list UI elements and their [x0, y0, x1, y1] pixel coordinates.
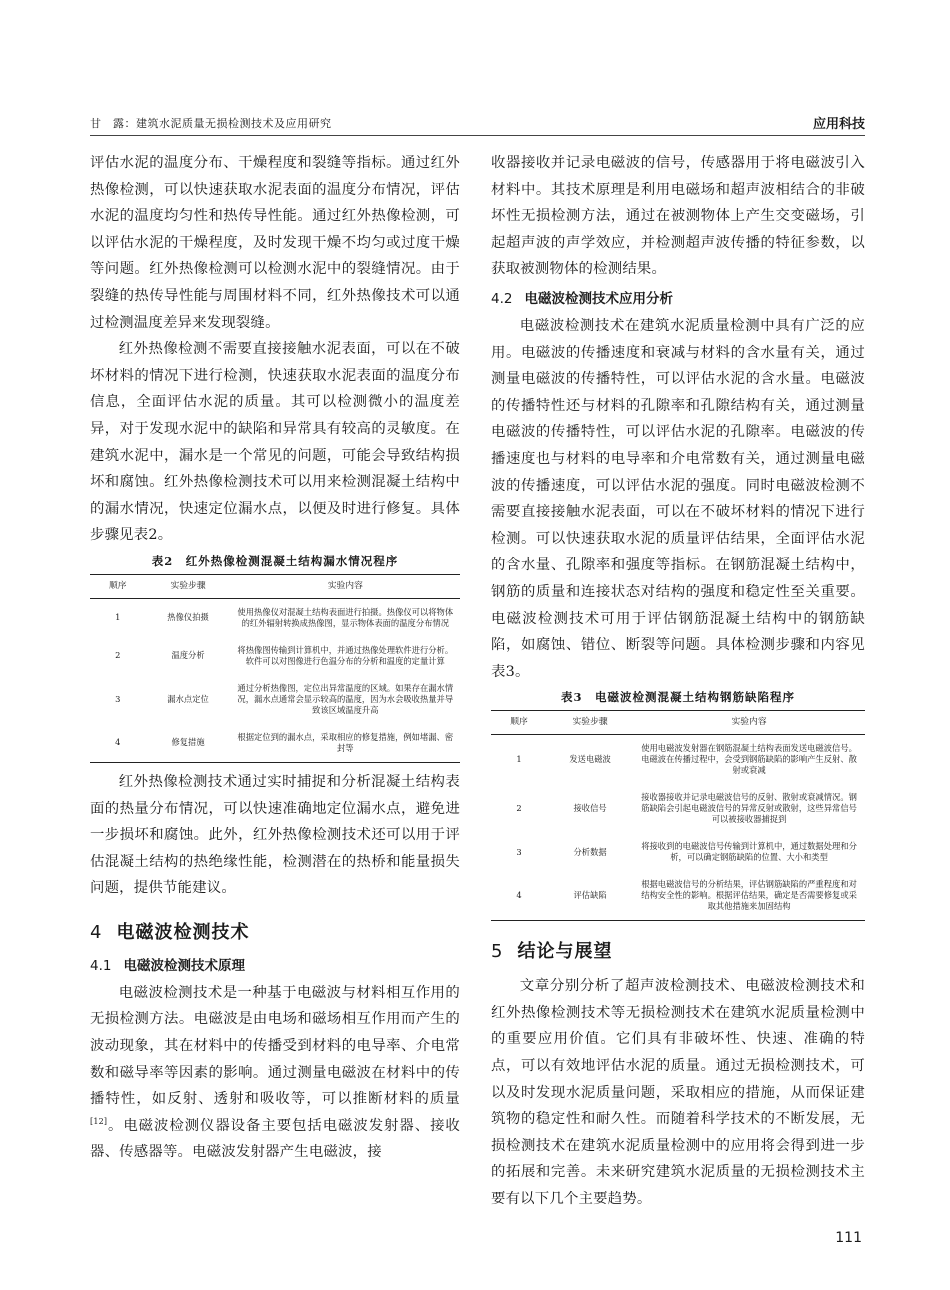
header-author-title: 甘 露：建筑水泥质量无损检测技术及应用研究	[90, 117, 332, 130]
table-cell: 接收器接收并记录电磁波信号的反射、散射或衰减情况。钢筋缺陷会引起电磁波信号的异常反射或散射，这些异常信号可以被接收器捕捉到	[641, 792, 857, 825]
column-header: 顺序	[90, 574, 146, 598]
section-number: 4	[90, 921, 103, 943]
table-cell: 4	[115, 737, 121, 748]
section-title: 电磁波检测技术	[116, 921, 250, 943]
table-cell: 温度分析	[171, 650, 205, 661]
right-column	[491, 150, 865, 1213]
section-heading-4	[90, 918, 460, 944]
table-cell: 分析数据	[573, 846, 607, 857]
data-table	[491, 710, 865, 921]
table-row	[90, 724, 460, 763]
table-cell: 2	[516, 803, 522, 814]
paragraph: 评估水泥的温度分布、干燥程度和裂缝等指标。通过红外热像检测，可以快速获取水泥表面的温度分布情况，评估水泥的温度均匀性和热传导性能。通过红外热像检测，可以评估水泥的干燥程度，及时发现干燥不均匀或过度干燥等问题。红外热像检测可以检测水泥中的裂缝情况。由于裂缝的热传导性能与周围材料不同，红外热像技术可以通过检测温度差异来发现裂缝。	[90, 155, 460, 331]
section-number: 5	[491, 941, 504, 963]
column-header: 顺序	[491, 711, 547, 735]
table-cell: 1	[516, 754, 522, 765]
paragraph: 红外热像检测技术通过实时捕捉和分析混凝土结构表面的热量分布情况，可以快速准确地定位漏水点，避免进一步损坏和腐蚀。此外，红外热像检测技术还可以用于评估混凝土结构的热绝缘性能，检测潜在的热桥和能量损失问题，提供节能建议。	[90, 773, 460, 897]
table-caption: 表2 红外热像检测混凝土结构漏水情况程序	[151, 553, 399, 568]
table-cell: 评估缺陷	[573, 890, 607, 901]
paragraph: 文章分别分析了超声波检测技术、电磁波检测技术和红外热像检测技术等无损检测技术在建筑水泥质量检测中的重要应用价值。它们具有非破坏性、快速、准确的特点，可以有效地评估水泥的质量。通过无损检测技术，可以及时发现水泥质量问题，采取相应的措施，从而保证建筑物的稳定性和耐久性。而随着科学技术的不断发展，无损检测技术在建筑水泥质量检测中的应用将会得到进一步的拓展和完善。未来研究建筑水泥质量的无损检测技术主要有以下几个主要趋势。	[491, 978, 865, 1208]
table-3	[491, 689, 865, 921]
subsection-heading-4-1	[90, 954, 460, 978]
table-row	[491, 833, 865, 871]
table-cell: 接收信号	[573, 803, 607, 814]
table-cell: 4	[516, 890, 522, 901]
section-title: 结论与展望	[517, 941, 613, 963]
running-header	[90, 113, 865, 136]
section-heading-5	[491, 937, 865, 963]
left-column	[90, 150, 460, 1166]
table-cell: 1	[115, 612, 121, 623]
table-row	[491, 784, 865, 833]
table-cell: 热像仪拍摄	[167, 612, 209, 623]
table-row	[90, 637, 460, 675]
table-row	[90, 598, 460, 637]
paragraph: 收器接收并记录电磁波的信号，传感器用于将电磁波引入材料中。其技术原理是利用电磁场和超声波相结合的非破坏性无损检测方法，通过在被测物体上产生交变磁场，引起超声波的声学效应，并检测超声波传播的特征参数，以获取被测物体的检测结果。	[491, 155, 865, 278]
page-number: 111	[835, 1230, 862, 1246]
table-row	[90, 675, 460, 724]
table-header-row	[491, 711, 865, 735]
column-header: 实验内容	[633, 711, 865, 735]
column-header: 实验步骤	[146, 574, 231, 598]
table-cell: 2	[115, 650, 121, 661]
citation: [12]	[90, 1117, 108, 1127]
table-cell: 3	[516, 846, 522, 857]
paragraph-text: 电磁波检测技术是一种基于电磁波与材料相互作用的无损检测方法。电磁波是由电场和磁场相互作用而产生的波动现象，其在材料中的传播受到材料的电导率、介电常数和磁导率等因素的影响。通过测量电磁波在材料中的传播特性，如反射、透射和吸收等，可以推断材料的质量	[90, 984, 460, 1108]
paragraph-text: 。电磁波检测仪器设备主要包括电磁波发射器、接收器、传感器等。电磁波发射器产生电磁波，接	[90, 1117, 460, 1161]
table-caption: 表3 电磁波检测混凝土结构钢筋缺陷程序	[561, 690, 795, 705]
table-row	[491, 735, 865, 785]
column-header: 实验步骤	[547, 711, 633, 735]
subsection-heading-4-2	[491, 287, 865, 311]
header-journal-name: 应用科技	[812, 117, 865, 132]
column-header: 实验内容	[231, 574, 460, 598]
paragraph	[90, 980, 460, 1166]
table-header-row	[90, 574, 460, 598]
table-cell: 漏水点定位	[167, 693, 209, 704]
table-cell: 根据电磁波信号的分析结果，评估钢筋缺陷的严重程度和对结构安全性的影响。根据评估结果，确定是否需要修复或采取其他措施来加固结构	[641, 879, 857, 912]
table-cell: 发送电磁波	[569, 754, 611, 765]
subsection-number: 4.1	[90, 957, 112, 974]
table-cell: 通过分析热像图，定位出异常温度的区域。如果存在漏水情况，漏水点通常会显示较高的温度，因为水会吸收热量并导致该区域温度升高	[237, 682, 454, 715]
paragraph: 电磁波检测技术在建筑水泥质量检测中具有广泛的应用。电磁波的传播速度和衰减与材料的含水量有关，通过测量电磁波的传播特性，可以评估水泥的含水量。电磁波的传播特性还与材料的孔隙率和孔隙结构有关，通过测量电磁波的传播特性，可以评估水泥的孔隙率。电磁波的传播速度也与材料的电导率和介电常数有关，通过测量电磁波的传播速度，可以评估水泥的强度。同时电磁波检测不需要直接接触水泥表面，可以在不破坏材料的情况下进行检测。可以快速获取水泥的质量评估结果，全面评估水泥的含水量、孔隙率和强度等指标。在钢筋混凝土结构中，钢筋的质量和连接状态对结构的强度和稳定性至关重要。电磁波检测技术可用于评估钢筋混凝土结构中的钢筋缺陷，如腐蚀、错位、断裂等问题。具体检测步骤和内容见表3。	[491, 317, 865, 680]
table-cell: 根据定位到的漏水点，采取相应的修复措施，例如堵漏、密封等	[237, 731, 454, 753]
subsection-title: 电磁波检测技术原理	[123, 957, 245, 974]
subsection-title: 电磁波检测技术应用分析	[524, 290, 673, 307]
data-table	[90, 574, 460, 763]
table-cell: 修复措施	[171, 737, 205, 748]
table-cell: 使用电磁波发射器在钢筋混凝土结构表面发送电磁波信号。电磁波在传播过程中，会受到钢筋缺陷的影响产生反射、散射或衰减	[641, 743, 857, 776]
table-2	[90, 553, 460, 763]
table-cell: 将接收到的电磁波信号传输到计算机中，通过数据处理和分析，可以确定钢筋缺陷的位置、大小和类型	[641, 841, 857, 863]
subsection-number: 4.2	[491, 290, 513, 307]
table-cell: 使用热像仪对混凝土结构表面进行拍摄。热像仪可以将物体的红外辐射转换成热像图，显示物体表面的温度分布情况	[237, 606, 454, 628]
table-cell: 3	[115, 693, 121, 704]
table-cell: 将热像图传输到计算机中，并通过热像处理软件进行分析。软件可以对图像进行色温分布的分析和温度的定量计算	[237, 644, 454, 666]
paragraph: 红外热像检测不需要直接接触水泥表面，可以在不破坏材料的情况下进行检测，快速获取水泥表面的温度分布信息，全面评估水泥的质量。其可以检测微小的温度差异，对于发现水泥中的缺陷和异常具有较高的灵敏度。在建筑水泥中，漏水是一个常见的问题，可能会导致结构损坏和腐蚀。红外热像检测技术可以用来检测混凝土结构中的漏水情况，快速定位漏水点，以便及时进行修复。具体步骤见表2。	[90, 341, 460, 544]
table-row	[491, 871, 865, 921]
